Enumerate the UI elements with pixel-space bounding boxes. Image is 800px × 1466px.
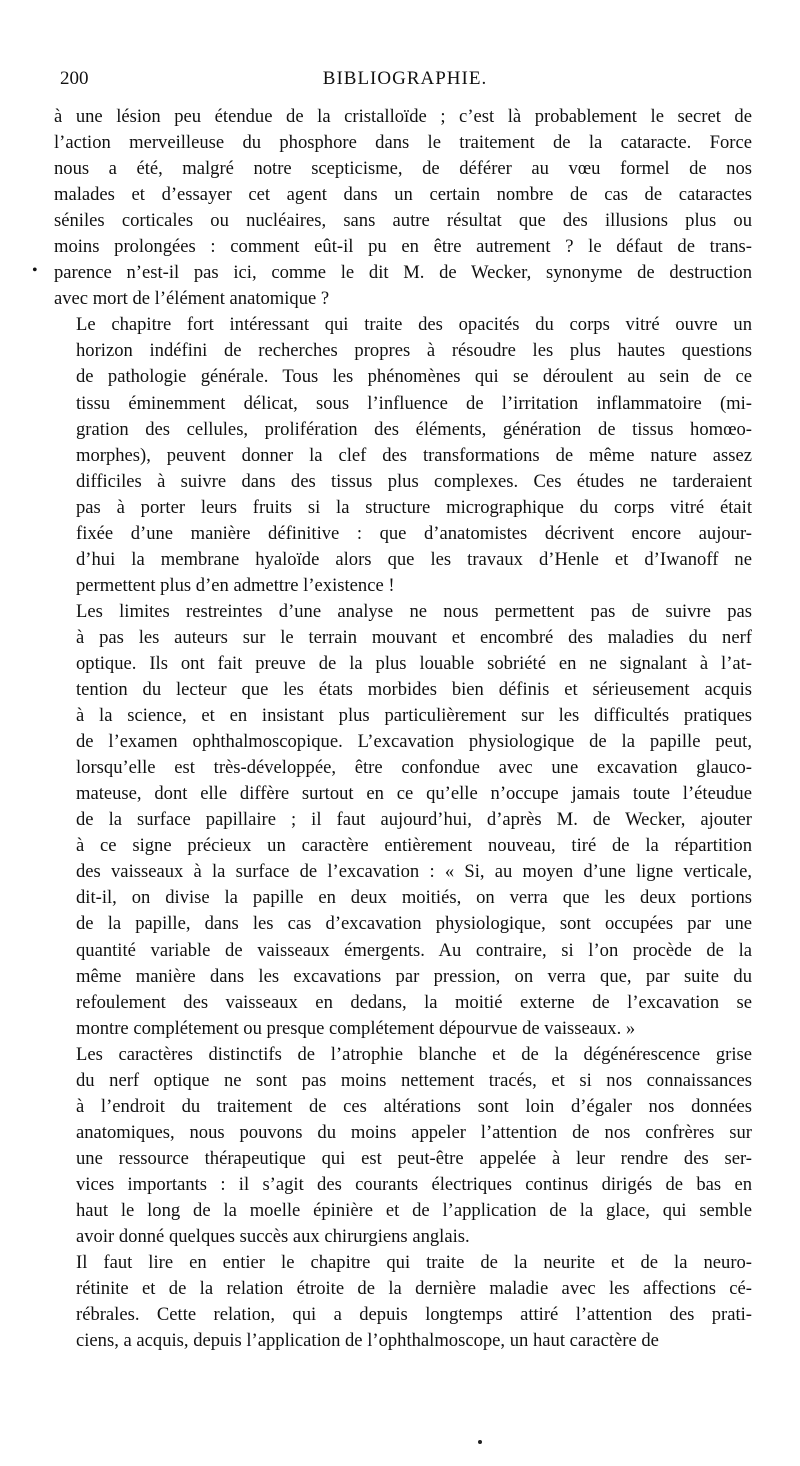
paragraph <box>54 1042 752 1250</box>
text-line: gration des cellules, prolifération des éléments, génération de tissus homœo- <box>76 418 752 440</box>
text-line: Les limites restreintes d’une analyse ne nous permettent pas de suivre pas <box>76 600 752 622</box>
paragraph <box>54 104 752 312</box>
text-line: horizon indéfini de recherches propres à résoudre les plus hautes questions <box>76 340 752 362</box>
text-line: nous a été, malgré notre scepticisme, de déférer au vœu formel de nos <box>54 158 752 180</box>
text-line: morphes), peuvent donner la clef des transformations de même nature assez <box>76 444 752 466</box>
text-line: haut le long de la moelle épinière et de l’application de la glace, qui semble <box>76 1199 752 1221</box>
text-line: l’action merveilleuse du phosphore dans le traitement de la cataracte. Force <box>54 132 752 154</box>
text-line: à une lésion peu étendue de la cristalloïde ; c’est là probablement le secret de <box>54 106 752 127</box>
running-title: BIBLIOGRAPHIE. <box>322 68 488 89</box>
text-line: des vaisseaux à la surface de l’excavation : « Si, au moyen d’une ligne verticale, <box>76 861 752 883</box>
body-text <box>54 104 752 1354</box>
margin-mark: • <box>32 262 38 279</box>
text-line: de pathologie générale. Tous les phénomènes qui se déroulent au sein de ce <box>76 366 752 388</box>
text-line: anatomiques, nous pouvons du moins appeler l’attention de nos confrères sur <box>76 1121 752 1143</box>
page-header <box>60 68 750 98</box>
text-line: difficiles à suivre dans des tissus plus complexes. Ces études ne tarderaient <box>76 470 752 492</box>
text-line: refoulement des vaisseaux en dedans, la moitié externe de l’excavation se <box>76 991 752 1013</box>
paragraph <box>54 1250 752 1354</box>
text-line: une ressource thérapeutique qui est peut-être appelée à leur rendre des ser- <box>76 1147 752 1169</box>
text-line: malades et d’essayer cet agent dans un certain nombre de cas de cataractes <box>54 184 752 206</box>
text-line: ciens, a acquis, depuis l’application de l’ophthalmoscope, un haut caractère de <box>76 1330 659 1352</box>
text-line: de l’examen ophthalmoscopique. L’excavation physiologique de la papille peut, <box>76 731 752 753</box>
text-line: permettent plus d’en admettre l’existence ! <box>76 574 395 596</box>
text-line: Le chapitre fort intéressant qui traite des opacités du corps vitré ouvre un <box>76 314 752 336</box>
text-line: pas à porter leurs fruits si la structure micrographique du corps vitré était <box>76 496 752 518</box>
text-line: mateuse, dont elle diffère surtout en ce qu’elle n’occupe jamais toute l’éteudue <box>76 783 752 805</box>
text-line: à l’endroit du traitement de ces altérations sont loin d’égaler nos données <box>76 1095 752 1117</box>
text-line: vices importants : il s’agit des courants électriques continus dirigés de bas en <box>76 1173 752 1195</box>
text-line: séniles corticales ou nucléaires, sans autre résultat que des illusions plus ou <box>54 210 752 232</box>
text-line: à pas les auteurs sur le terrain mouvant et encombré des maladies du nerf <box>76 626 752 648</box>
text-line: Il faut lire en entier le chapitre qui traite de la neurite et de la neuro- <box>76 1252 752 1274</box>
text-line: optique. Ils ont fait preuve de la plus louable sobriété en ne signalant à l’at- <box>76 652 752 674</box>
paragraph <box>54 312 752 599</box>
text-line: rétinite et de la relation étroite de la dernière maladie avec les affections cé- <box>76 1278 752 1300</box>
page-number: 200 <box>60 68 89 89</box>
text-line: avoir donné quelques succès aux chirurgiens anglais. <box>76 1226 470 1248</box>
text-line: Les caractères distinctifs de l’atrophie blanche et de la dégénérescence grise <box>76 1043 752 1065</box>
text-line: montre complétement ou presque complétement dépourvue de vaisseaux. » <box>76 1017 636 1039</box>
text-line: moins prolongées : comment eût-il pu en être autrement ? le défaut de trans- <box>54 236 752 258</box>
text-line: avec mort de l’élément anatomique ? <box>54 288 330 310</box>
text-line: quantité variable de vaisseaux émergents. Au contraire, si l’on procède de la <box>76 939 752 961</box>
text-line: tention du lecteur que les états morbides bien définis et sérieusement acquis <box>76 679 752 701</box>
text-line: de la surface papillaire ; il faut aujourd’hui, d’après M. de Wecker, ajouter <box>76 809 752 831</box>
text-line: de la papille, dans les cas d’excavation physiologique, sont occupées par une <box>76 913 752 935</box>
text-line: à ce signe précieux un caractère entièrement nouveau, tiré de la répartition <box>76 835 752 857</box>
footer-dot <box>478 1440 482 1444</box>
text-line: parence n’est-il pas ici, comme le dit M. de Wecker, synonyme de destruction <box>54 262 752 284</box>
text-line: tissu éminemment délicat, sous l’influence de l’irritation inflammatoire (mi- <box>76 392 752 414</box>
text-line: fixée d’une manière définitive : que d’anatomistes décrivent encore aujour- <box>76 522 752 544</box>
text-line: dit-il, on divise la papille en deux moitiés, on verra que les deux portions <box>76 887 752 909</box>
text-line: d’hui la membrane hyaloïde alors que les travaux d’Henle et d’Iwanoff ne <box>76 548 752 570</box>
text-line: rébrales. Cette relation, qui a depuis longtemps attiré l’attention des prati- <box>76 1304 752 1326</box>
text-line: du nerf optique ne sont pas moins nettement tracés, et si nos connaissances <box>76 1069 752 1091</box>
text-line: même manière dans les excavations par pression, on verra que, par suite du <box>76 965 752 987</box>
text-line: à la science, et en insistant plus particulièrement sur les difficultés pratiques <box>76 705 752 727</box>
text-line: lorsqu’elle est très-développée, être confondue avec une excavation glauco- <box>76 757 752 779</box>
paragraph <box>54 599 752 1042</box>
